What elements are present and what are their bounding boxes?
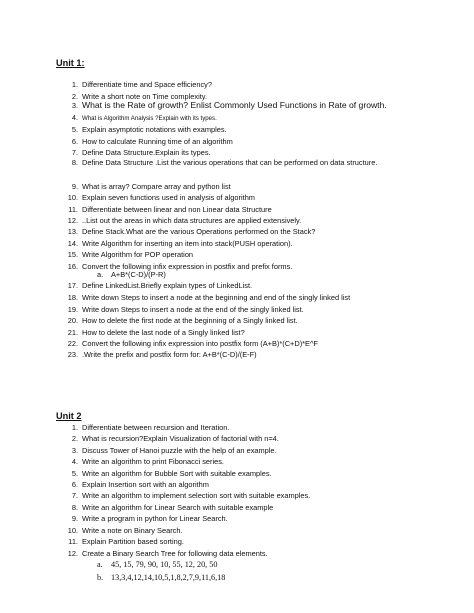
question-item: [56, 193, 255, 202]
question-number: 7.: [71, 148, 78, 157]
question-item: [56, 262, 292, 271]
subitem-text: A+B*(C-D)/(P-R): [111, 270, 166, 279]
question-text: Write down Steps to insert a node at the beginning and end of the singly linked list: [82, 293, 351, 302]
question-number: 5.: [71, 469, 78, 478]
question-item: [56, 537, 184, 546]
question-text: Differentiate time and Space efficiency?: [82, 80, 212, 89]
bst-data-subitem: [97, 573, 225, 582]
question-item: [56, 216, 301, 225]
question-number: 11.: [68, 537, 78, 546]
question-text: Create a Binary Search Tree for following data elements.: [82, 549, 268, 558]
question-text: Define Data Structure.Explain its types.: [82, 148, 211, 157]
question-item: [56, 526, 183, 535]
question-item: [56, 293, 350, 302]
question-number: 3.: [71, 446, 78, 455]
subitem-label: a.: [97, 270, 104, 279]
question-item: [56, 339, 318, 348]
question-number: 1.: [71, 80, 78, 89]
question-number: 14.: [67, 239, 78, 248]
question-number: 5.: [71, 125, 78, 134]
unit-1-q16-subitem: [97, 270, 166, 279]
question-text: What is recursion?Explain Visualization of factorial with n=4.: [82, 434, 279, 443]
question-text: How to calculate Running time of an algorithm: [82, 137, 233, 146]
question-text: .Write the prefix and postfix form for: A+B*(C-D)/(E-F): [82, 350, 257, 359]
question-text: Write Algorithm for POP operation: [82, 250, 194, 259]
question-number: 10.: [67, 193, 78, 202]
question-text: Write a short note on Time complexity.: [82, 92, 208, 101]
question-item: [56, 480, 209, 489]
question-text: ..List out the areas in which data structures are applied extensively.: [82, 216, 302, 225]
unit-2-heading: Unit 2: [56, 411, 82, 421]
unit-1-heading: Unit 1:: [56, 58, 85, 68]
question-text: Write an algorithm for Bubble Sort with suitable examples.: [82, 469, 272, 478]
question-number: 8.: [71, 158, 78, 167]
question-number: 4.: [71, 113, 78, 122]
question-item: [56, 350, 257, 359]
question-number: 9.: [71, 514, 78, 523]
subitem-label: b.: [97, 573, 104, 582]
question-text: Explain seven functions used in analysis of algorithm: [82, 193, 255, 202]
question-text: Write down Steps to insert a node at the end of the singly linked list.: [82, 305, 304, 314]
question-number: 23.: [67, 350, 78, 359]
question-item: [56, 434, 279, 443]
question-item: [56, 514, 228, 523]
question-item: [56, 125, 227, 134]
question-number: 1.: [71, 423, 78, 432]
question-text: Write Algorithm for inserting an item into stack(PUSH operation).: [82, 239, 293, 248]
question-text: Define Data Structure .List the various operations that can be performed on data structure.: [82, 158, 378, 167]
question-number: 3.: [71, 101, 78, 110]
question-item: [56, 316, 298, 325]
question-item: [56, 113, 217, 123]
question-item: [56, 549, 268, 558]
question-item: [56, 239, 293, 248]
question-item: [56, 446, 277, 455]
question-number: 4.: [71, 457, 78, 466]
question-item: [56, 101, 387, 110]
bst-data-subitem: [97, 560, 217, 569]
question-number: 13.: [67, 227, 78, 236]
question-item: [56, 491, 310, 500]
question-item: [56, 227, 315, 236]
question-text: Write a note on Binary Search.: [82, 526, 183, 535]
question-text: Convert the following infix expression into postfix form (A+B)*(C+D)*E^F: [82, 339, 318, 348]
question-number: 22.: [67, 339, 78, 348]
question-number: 20.: [67, 316, 78, 325]
subitem-text: 45, 15, 79, 90, 10, 55, 12, 20, 50: [111, 560, 218, 569]
question-item: [56, 205, 272, 214]
question-text: What is the Rate of growth? Enlist Commonly Used Functions in Rate of growth.: [82, 100, 387, 110]
question-number: 12.: [67, 549, 78, 558]
question-text: Explain Partition based sorting.: [82, 537, 184, 546]
question-number: 18.: [67, 293, 78, 302]
subitem-text: 13,3,4,12,14,10,5,1,8,2,7,9,11,6,18: [111, 573, 226, 582]
question-item: [56, 250, 193, 259]
question-number: 7.: [71, 491, 78, 500]
question-item: [56, 281, 252, 290]
question-text: Write an algorithm for Linear Search with suitable example: [82, 503, 274, 512]
question-item: [56, 457, 224, 466]
question-text: What is Algorithm Analysis ?Explain with its types.: [82, 115, 217, 122]
question-text: Convert the following infix expression in postfix and prefix forms.: [82, 262, 293, 271]
question-text: Differentiate between recursion and Iteration.: [82, 423, 230, 432]
question-text: How to delete the last node of a Singly linked list?: [82, 328, 245, 337]
question-item: [56, 469, 272, 478]
question-number: 19.: [67, 305, 78, 314]
question-text: Write an algorithm to implement selection sort with suitable examples.: [82, 491, 311, 500]
subitem-label: a.: [97, 560, 103, 569]
question-number: 11.: [68, 205, 78, 214]
question-text: Write a program in python for Linear Search.: [82, 514, 228, 523]
question-item: [56, 503, 273, 512]
question-item: [56, 137, 233, 146]
question-number: 6.: [71, 137, 78, 146]
question-item: [56, 80, 212, 89]
question-number: 15.: [67, 250, 78, 259]
question-text: Explain Insertion sort with an algorithm: [82, 480, 209, 489]
question-number: 2.: [71, 434, 78, 443]
question-item: [56, 328, 245, 337]
question-number: 21.: [67, 328, 78, 337]
question-number: 12.: [67, 216, 78, 225]
question-text: Explain asymptotic notations with examples.: [82, 125, 227, 134]
question-number: 6.: [71, 480, 78, 489]
question-number: 8.: [71, 503, 78, 512]
question-text: Define LinkedList.Briefly explain types of LinkedList.: [82, 281, 253, 290]
question-item: [56, 423, 229, 432]
question-text: Differentiate between linear and non Linear data Structure: [82, 205, 272, 214]
question-number: 16.: [67, 262, 78, 271]
question-item: [56, 158, 412, 167]
question-text: What is array? Compare array and python list: [82, 182, 231, 191]
question-item: [56, 148, 211, 157]
question-number: 9.: [71, 182, 78, 191]
question-text: Discuss Tower of Hanoi puzzle with the help of an example.: [82, 446, 277, 455]
question-number: 17.: [67, 281, 78, 290]
question-item: [56, 305, 304, 314]
question-number: 2.: [71, 92, 78, 101]
question-text: How to delete the first node at the beginning of a Singly linked list.: [82, 316, 298, 325]
question-text: Define Stack.What are the various Operations performed on the Stack?: [82, 227, 316, 236]
question-number: 10.: [67, 526, 78, 535]
question-text: Write an algorithm to print Fibonacci series.: [82, 457, 224, 466]
question-item: [56, 182, 231, 191]
